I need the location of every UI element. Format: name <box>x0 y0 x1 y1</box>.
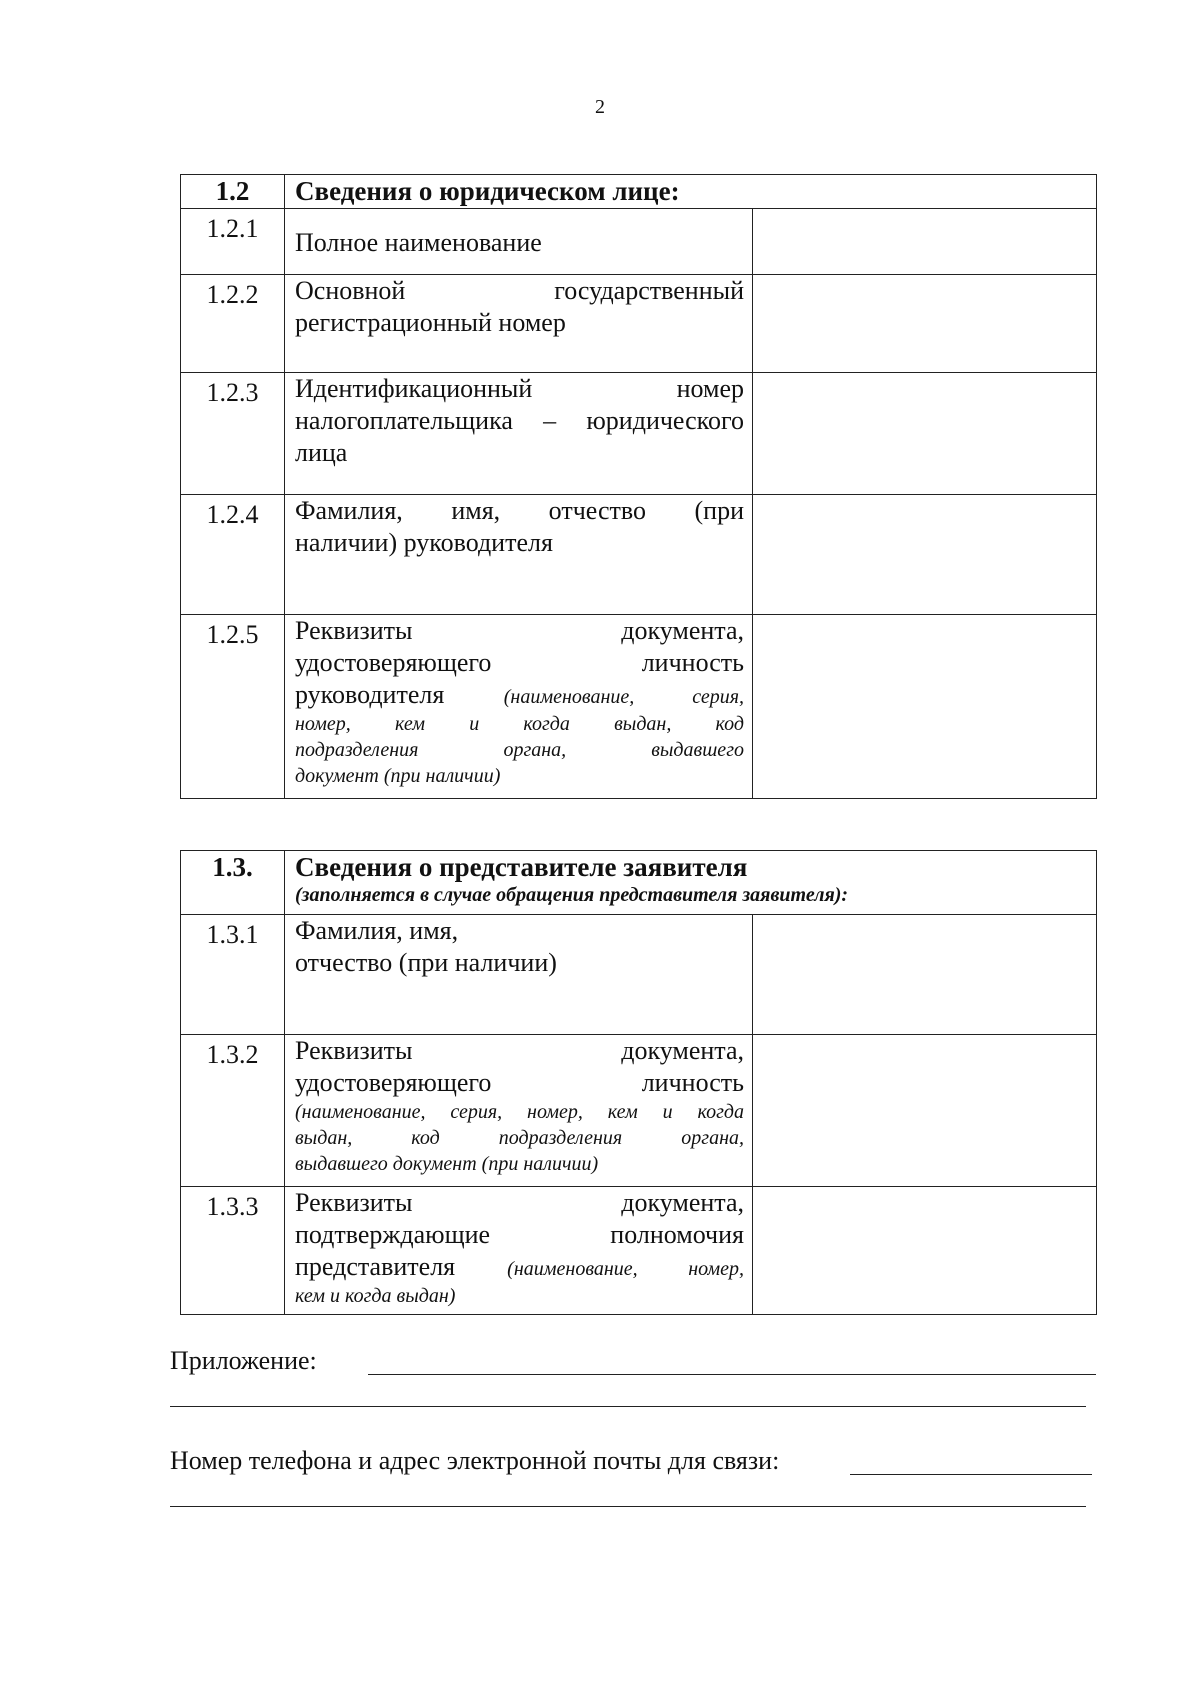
row-label: Фамилия, имя, отчество (при наличии) руководителя <box>285 495 753 615</box>
table-row <box>181 615 1097 799</box>
row-number: 1.2.3 <box>181 373 285 495</box>
section-subtitle: (заполняется в случае обращения представителя заявителя): <box>295 884 849 906</box>
section-number: 1.3. <box>181 851 285 915</box>
value-field-inn[interactable] <box>753 373 1097 495</box>
row-number: 1.3.3 <box>181 1187 285 1315</box>
section-title: Сведения о юридическом лице: <box>285 175 1097 209</box>
row-label: Фамилия, имя, отчество (при наличии) <box>285 915 753 1035</box>
row-label: Реквизиты документа, удостоверяющего личность (наименование, серия, номер, кем и когда выдан, код подразделения органа, выдавшего документ (при наличии) <box>285 1035 753 1187</box>
value-field-representative-id-document[interactable] <box>753 1035 1097 1187</box>
row-number: 1.3.1 <box>181 915 285 1035</box>
table-row <box>181 209 1097 275</box>
table-row <box>181 275 1097 373</box>
row-label: Идентификационный номер налогоплательщика – юридического лица <box>285 373 753 495</box>
table-row <box>181 495 1097 615</box>
section-header-row <box>181 851 1097 915</box>
attachment-line-1[interactable] <box>368 1374 1096 1375</box>
section-title-cell <box>285 851 1097 915</box>
table-row <box>181 1187 1097 1315</box>
legal-entity-table <box>180 174 1097 799</box>
row-label: Основной государственный регистрационный номер <box>285 275 753 373</box>
row-number: 1.2.4 <box>181 495 285 615</box>
row-number: 1.2.5 <box>181 615 285 799</box>
table-row <box>181 1035 1097 1187</box>
section-title: Сведения о представителе заявителя <box>295 852 748 882</box>
contact-line-2[interactable] <box>170 1506 1086 1507</box>
attachment-line-2[interactable] <box>170 1406 1086 1407</box>
representative-table <box>180 850 1097 1315</box>
row-number: 1.2.1 <box>181 209 285 275</box>
row-label: Полное наименование <box>285 209 753 275</box>
row-label: Реквизиты документа, подтверждающие полномочия представителя (наименование, номер, кем и когда выдан) <box>285 1187 753 1315</box>
value-field-director-id-document[interactable] <box>753 615 1097 799</box>
table-row <box>181 915 1097 1035</box>
row-number: 1.2.2 <box>181 275 285 373</box>
section-number: 1.2 <box>181 175 285 209</box>
value-field-representative-name[interactable] <box>753 915 1097 1035</box>
value-field-power-of-attorney[interactable] <box>753 1187 1097 1315</box>
page-number: 2 <box>595 96 605 118</box>
contact-label: Номер телефона и адрес электронной почты для связи: <box>170 1446 780 1475</box>
row-label: Реквизиты документа, удостоверяющего личность руководителя (наименование, серия, номер, кем и когда выдан, код подразделения органа, выдавшего документ (при наличии) <box>285 615 753 799</box>
section-header-row <box>181 175 1097 209</box>
table-row <box>181 373 1097 495</box>
value-field-director-name[interactable] <box>753 495 1097 615</box>
row-number: 1.3.2 <box>181 1035 285 1187</box>
attachment-label: Приложение: <box>170 1346 317 1375</box>
value-field-full-name[interactable] <box>753 209 1097 275</box>
value-field-ogrn[interactable] <box>753 275 1097 373</box>
contact-line-1[interactable] <box>850 1474 1092 1475</box>
